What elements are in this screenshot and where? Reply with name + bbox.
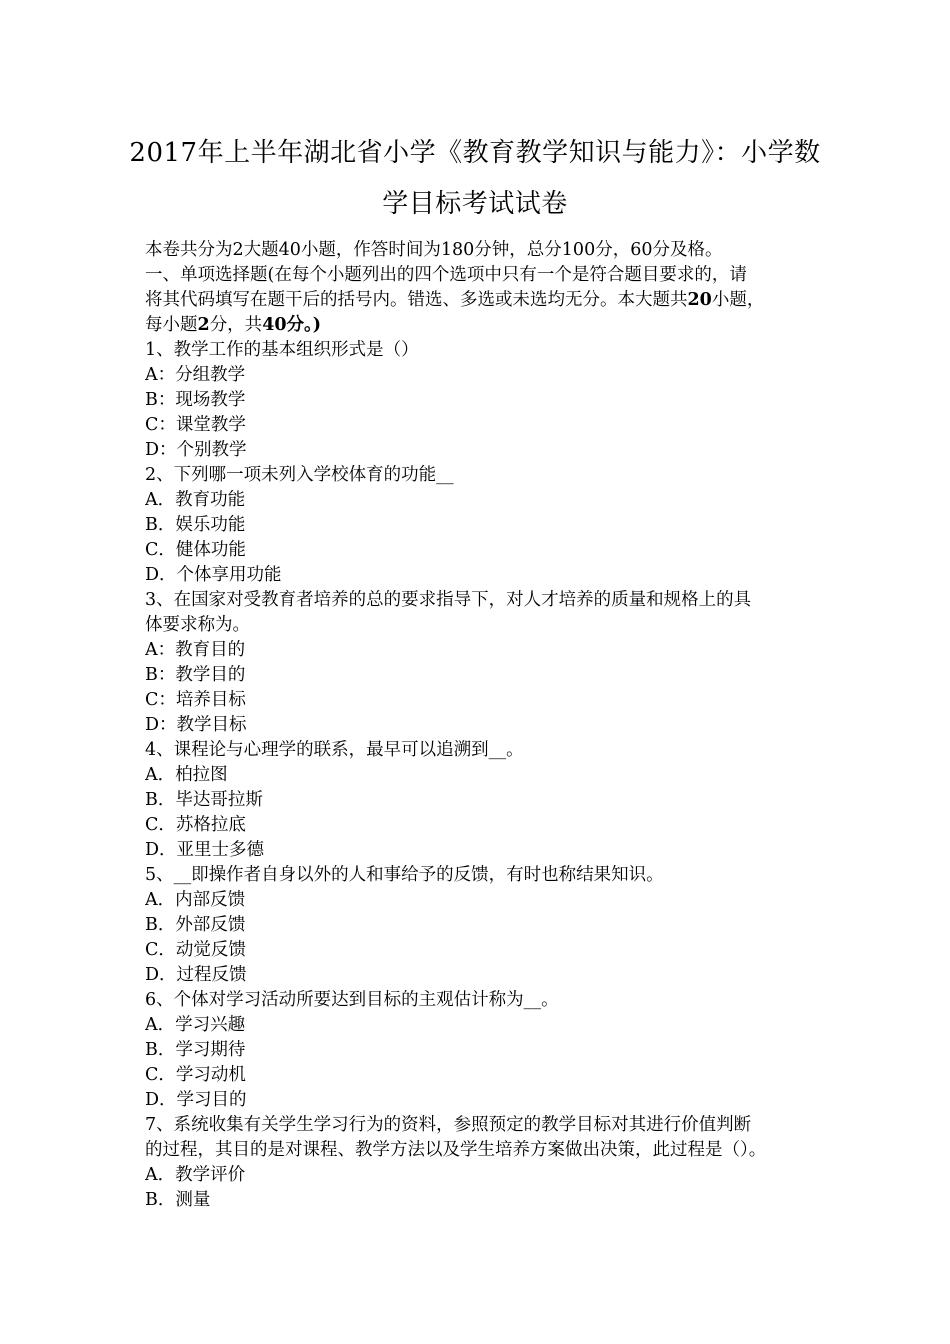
question-item — [145, 988, 815, 1113]
answer-option: C：课堂教学 — [145, 415, 246, 435]
answer-option: D．过程反馈 — [145, 965, 247, 985]
question-item — [145, 738, 815, 863]
answer-option: B：现场教学 — [145, 390, 246, 410]
answer-option: D．亚里士多德 — [145, 840, 265, 860]
answer-option: A．学习兴趣 — [145, 1015, 246, 1035]
answer-option: D：个别教学 — [145, 440, 247, 460]
question-count: 20 — [687, 290, 712, 310]
question-stem: 1、教学工作的基本组织形式是（） — [145, 340, 419, 360]
instruction-text: 将其代码填写在题干后的括号内。错选、多选或未选均无分。本大题共 — [145, 290, 688, 310]
answer-option: A．内部反馈 — [145, 890, 246, 910]
answer-option: B．毕达哥拉斯 — [145, 790, 263, 810]
section-instructions-line — [145, 288, 815, 313]
instruction-text: 分。) — [286, 315, 322, 335]
answer-option: B：教学目的 — [145, 665, 246, 685]
answer-option: A．柏拉图 — [145, 765, 228, 785]
question-item — [145, 588, 815, 738]
answer-option: C．苏格拉底 — [145, 815, 246, 835]
question-stem: 4、课程论与心理学的联系，最早可以追溯到__。 — [145, 740, 524, 760]
answer-option: B．娱乐功能 — [145, 515, 246, 535]
points-per-question: 2 — [197, 315, 210, 335]
answer-option: A．教育功能 — [145, 490, 246, 510]
question-stem: 7、系统收集有关学生学习行为的资料，参照预定的教学目标对其进行价值判断 — [145, 1115, 752, 1135]
answer-option: A．教学评价 — [145, 1165, 246, 1185]
answer-option: B．学习期待 — [145, 1040, 246, 1060]
exam-intro: 本卷共分为2大题40小题，作答时间为180分钟，总分100分，60分及格。 — [145, 240, 723, 260]
section-instructions-line: 一、单项选择题(在每个小题列出的四个选项中只有一个是符合题目要求的，请 — [145, 265, 747, 285]
answer-option: B．外部反馈 — [145, 915, 246, 935]
section-instructions — [145, 263, 815, 338]
instruction-text: 分，共 — [209, 315, 263, 335]
question-item — [145, 463, 815, 588]
answer-option: C．动觉反馈 — [145, 940, 246, 960]
total-points: 40 — [262, 315, 287, 335]
page-title-line-1: 2017年上半年湖北省小学《教育教学知识与能力》：小学数 — [129, 138, 821, 168]
exam-body — [145, 238, 815, 1213]
question-item — [145, 1113, 815, 1213]
answer-option: D．个体享用功能 — [145, 565, 282, 585]
question-stem: 体要求称为。 — [145, 615, 250, 635]
instruction-text: 小题， — [711, 290, 765, 310]
question-stem: 的过程，其目的是对课程、教学方法以及学生培养方案做出决策，此过程是（）。 — [145, 1140, 767, 1160]
question-item — [145, 338, 815, 463]
section-instructions-line — [145, 313, 815, 338]
answer-option: B．测量 — [145, 1190, 211, 1210]
question-list — [145, 338, 815, 1213]
question-stem: 2、下列哪一项未列入学校体育的功能__ — [145, 465, 454, 485]
answer-option: C．学习动机 — [145, 1065, 246, 1085]
page-title-line-2: 学目标考试试卷 — [382, 189, 568, 219]
question-item — [145, 863, 815, 988]
answer-option: A：教育目的 — [145, 640, 246, 660]
answer-option: C．健体功能 — [145, 540, 246, 560]
question-stem: 3、在国家对受教育者培养的总的要求指导下，对人才培养的质量和规格上的具 — [145, 590, 752, 610]
answer-option: D．学习目的 — [145, 1090, 247, 1110]
answer-option: D：教学目标 — [145, 715, 247, 735]
question-stem: 5、__即操作者自身以外的人和事给予的反馈，有时也称结果知识。 — [145, 865, 664, 885]
answer-option: C：培养目标 — [145, 690, 246, 710]
question-stem: 6、个体对学习活动所要达到目标的主观估计称为__。 — [145, 990, 559, 1010]
instruction-text: 每小题 — [145, 315, 198, 335]
answer-option: A：分组教学 — [145, 365, 246, 385]
